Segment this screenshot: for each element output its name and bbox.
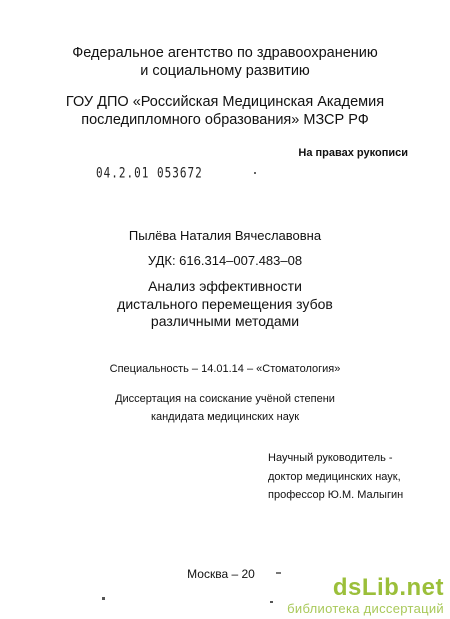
dissertation-line-1: Диссертация на соискание учёной степени <box>115 393 335 405</box>
supervisor-line-3: профессор Ю.М. Малыгин <box>268 489 404 501</box>
scan-speck <box>102 597 105 600</box>
title-line-1: Анализ эффективности <box>148 278 302 294</box>
author-name: Пылёва Наталия Вячеславовна <box>128 228 322 243</box>
stamp-code: 04.2.01 053672 <box>96 165 203 182</box>
agency-line-2: и социальному развитию <box>140 63 310 79</box>
city-year: Москва – 20 <box>187 567 255 581</box>
agency-line-1: Федеральное агентство по здравоохранению <box>72 45 378 61</box>
udk-code: УДК: 616.314–007.483–08 <box>147 253 303 268</box>
dslib-logo: dsLib.net <box>332 574 444 601</box>
supervisor-line-1: Научный руководитель - <box>268 452 393 464</box>
specialty-line: Специальность – 14.01.14 – «Стоматология» <box>109 363 341 375</box>
supervisor-line-2: доктор медицинских наук, <box>268 471 401 483</box>
institution-line-2: последипломного образования» МЗСР РФ <box>81 112 369 128</box>
scan-dot <box>254 172 256 174</box>
scan-speck <box>270 601 273 603</box>
rights-note: На правах рукописи <box>298 147 408 159</box>
title-line-3: различными методами <box>150 313 300 329</box>
title-line-2: дистального перемещения зубов <box>117 296 333 312</box>
institution-line-1: ГОУ ДПО «Российская Медицинская Академия <box>65 94 385 110</box>
dissertation-line-2: кандидата медицинских наук <box>150 411 300 423</box>
dslib-subtitle: библиотека диссертаций <box>287 601 444 616</box>
scan-speck <box>276 572 281 574</box>
dslib-watermark[interactable] <box>287 576 444 615</box>
